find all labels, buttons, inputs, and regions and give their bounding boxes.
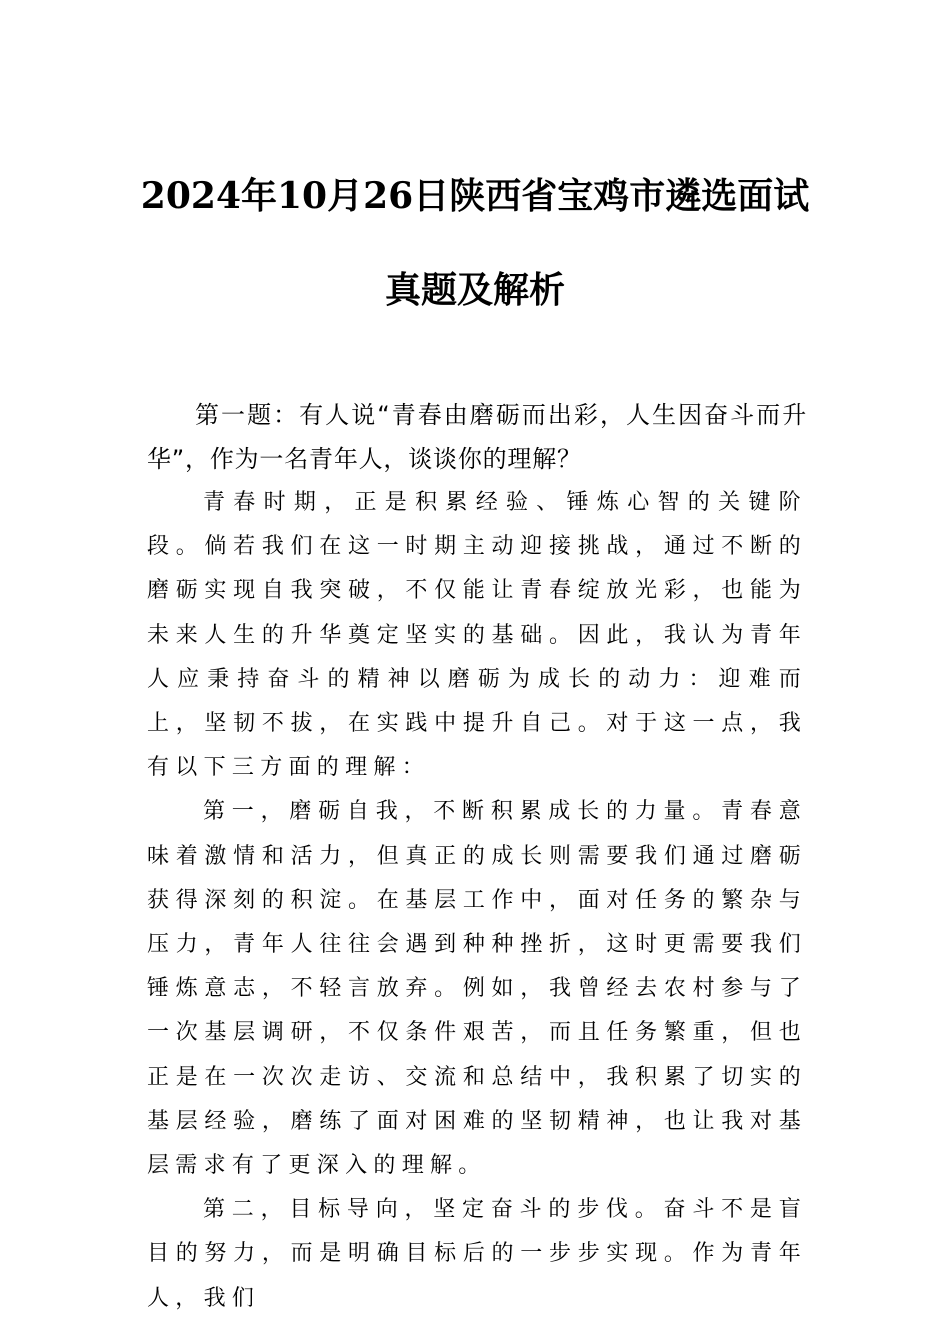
- answer-paragraph-point-two: 第二，目标导向，坚定奋斗的步伐。奋斗不是盲目的努力，而是明确目标后的一步步实现。作为青年人，我们: [147, 1197, 807, 1311]
- answer-paragraph-point-one: 第一，磨砺自我，不断积累成长的力量。青春意味着激情和活力，但真正的成长则需要我们通过磨砺获得深刻的积淀。在基层工作中，面对任务的繁杂与压力，青年人往往会遇到种种挫折，这时更需要我们锤炼意志，不轻言放弃。例如，我曾经去农村参与了一次基层调研，不仅条件艰苦，而且任务繁重，但也正是在一次次走访、交流和总结中，我积累了切实的基层经验，磨练了面对困难的坚韧精神，也让我对基层需求有了更深入的理解。: [147, 799, 807, 1179]
- document-title-line1: 2024年10月26日陕西省宝鸡市遴选面试: [140, 175, 810, 217]
- document-body: [147, 393, 807, 1321]
- question-heading: 第一题：有人说“青春由磨砺而出彩，人生因奋斗而升华”，作为一名青年人，谈谈你的理解？: [147, 401, 807, 473]
- answer-paragraph-intro: 青春时期，正是积累经验、锤炼心智的关键阶段。倘若我们在这一时期主动迎接挑战，通过不断的磨砺实现自我突破，不仅能让青春绽放光彩，也能为未来人生的升华奠定坚实的基础。因此，我认为青年人应秉持奋斗的精神以磨砺为成长的动力：迎难而上，坚韧不拔，在实践中提升自己。对于这一点，我有以下三方面的理解：: [147, 490, 807, 781]
- document-title-line2: 真题及解析: [384, 269, 565, 311]
